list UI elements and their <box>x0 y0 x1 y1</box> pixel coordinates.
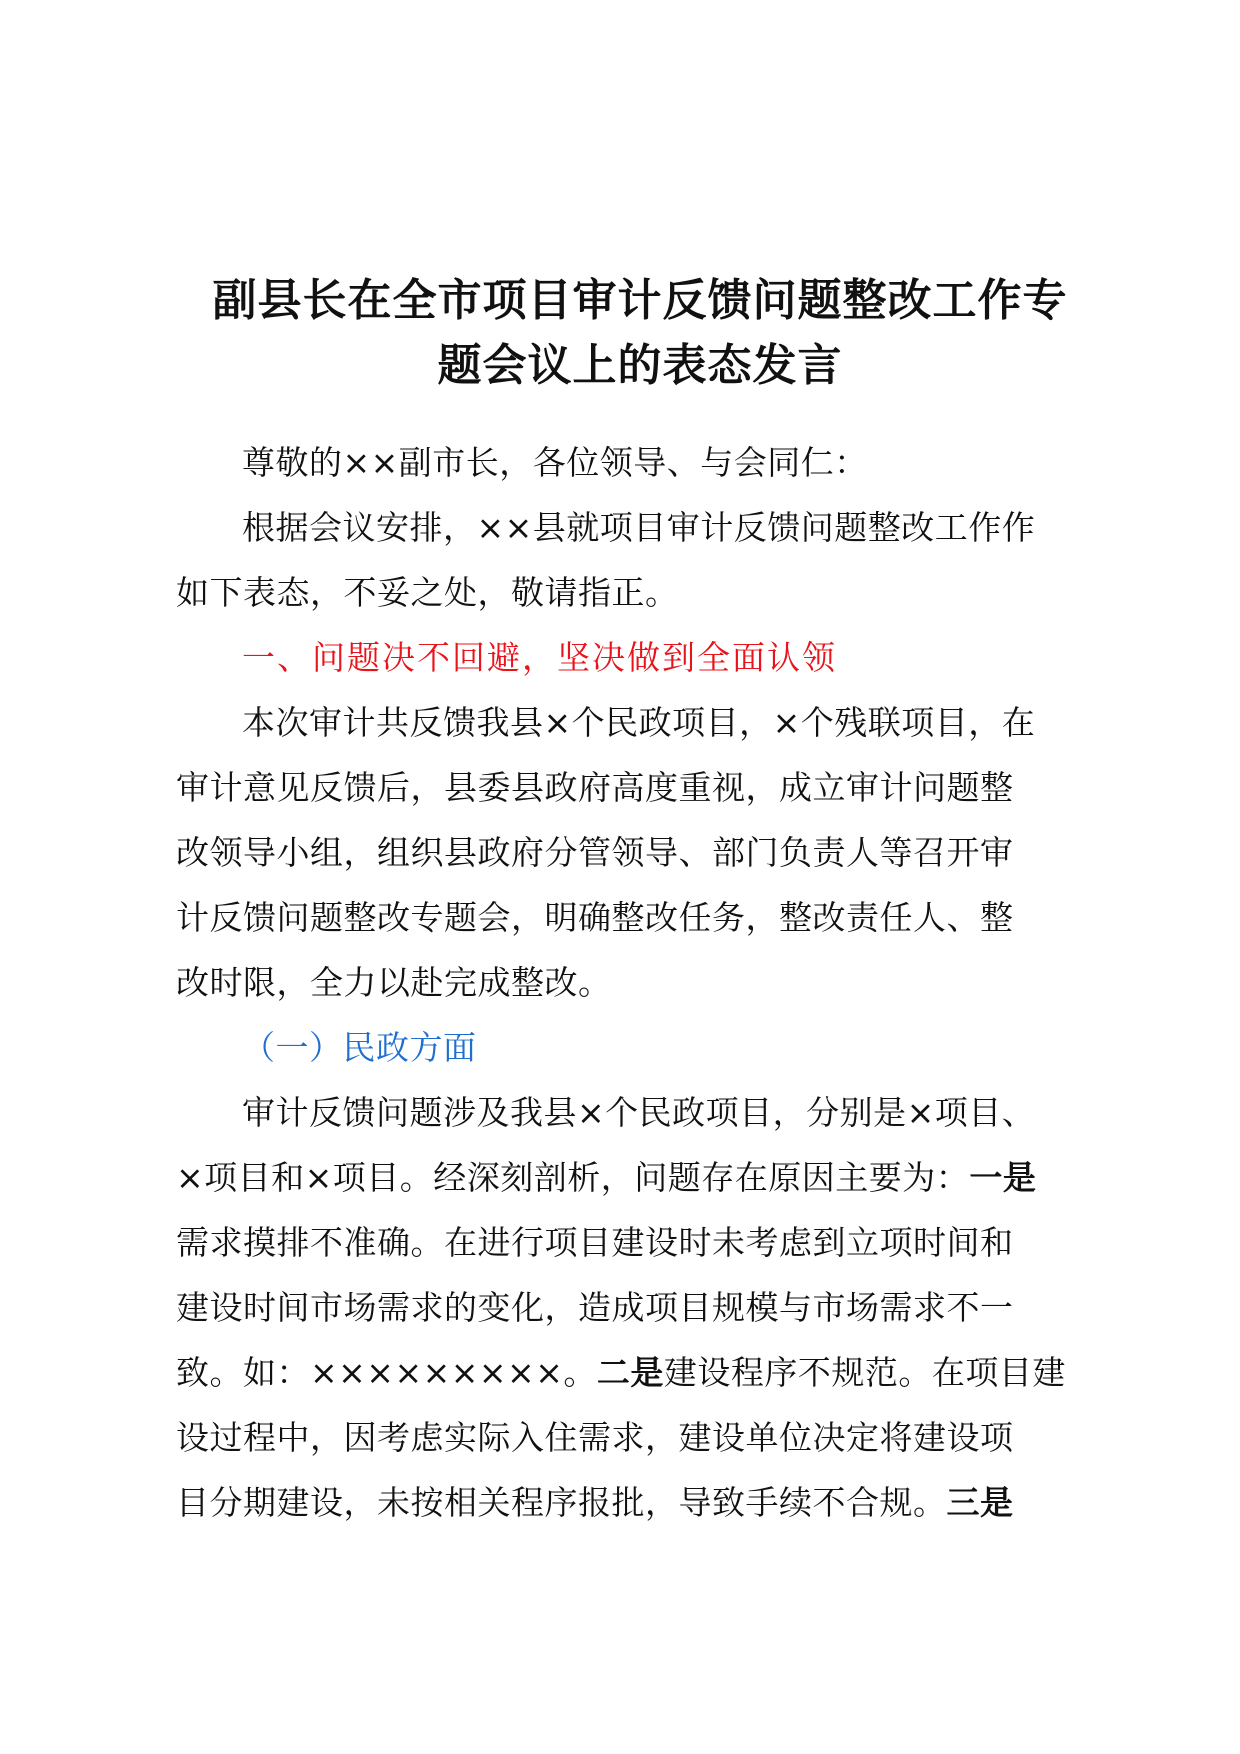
subsection-1-line-2 <box>176 1145 1104 1210</box>
document-body <box>176 430 1104 1535</box>
subsection-1-line-5-tail: 建设程序不规范。在项目建 <box>663 1353 1066 1392</box>
section-1-line-5: 改时限，全力以赴完成整改。 <box>176 963 612 1002</box>
point-two-label: 二是 <box>596 1353 664 1392</box>
section-1-paragraph <box>176 690 1104 1015</box>
subsection-1-line-5-text: 致。如：×××××××××。 <box>176 1353 597 1392</box>
subsection-1-line-4: 建设时间市场需求的变化，造成项目规模与市场需求不一 <box>176 1288 1014 1327</box>
subsection-1-line-3: 需求摸排不准确。在进行项目建设时未考虑到立项时间和 <box>176 1223 1014 1262</box>
section-1-heading <box>176 625 1104 690</box>
subsection-1-heading <box>176 1015 1104 1080</box>
point-three-label: 三是 <box>946 1483 1014 1522</box>
section-1-line-4: 计反馈问题整改专题会，明确整改任务，整改责任人、整 <box>176 898 1014 937</box>
subsection-1-line-5 <box>176 1340 1104 1405</box>
subsection-1-line-6: 设过程中，因考虑实际入住需求，建设单位决定将建设项 <box>176 1418 1014 1457</box>
intro-line-2: 如下表态，不妥之处，敬请指正。 <box>176 573 679 612</box>
section-1-line-2: 审计意见反馈后，县委县政府高度重视，成立审计问题整 <box>176 768 1014 807</box>
title-line-1: 副县长在全市项目审计反馈问题整改工作专 <box>212 275 1068 326</box>
point-one-label: 一是 <box>969 1158 1037 1197</box>
subsection-1-paragraph <box>176 1080 1104 1535</box>
document-title <box>176 268 1104 398</box>
subsection-1-heading-text: （一）民政方面 <box>242 1028 477 1067</box>
section-1-heading-text: 一、问题决不回避，坚决做到全面认领 <box>242 638 837 677</box>
greeting-text: 尊敬的××副市长，各位领导、与会同仁： <box>242 443 868 482</box>
subsection-1-line-7 <box>176 1470 1104 1535</box>
subsection-1-line-2-text: ×项目和×项目。经深刻剖析，问题存在原因主要为： <box>176 1158 970 1197</box>
intro-paragraph <box>176 495 1104 625</box>
greeting <box>176 430 1104 495</box>
section-1-line-1: 本次审计共反馈我县×个民政项目，×个残联项目，在 <box>242 703 1036 742</box>
title-line-2: 题会议上的表态发言 <box>437 340 843 391</box>
subsection-1-line-7-text: 目分期建设，未按相关程序报批，导致手续不合规。 <box>176 1483 947 1522</box>
subsection-1-line-1: 审计反馈问题涉及我县×个民政项目，分别是×项目、 <box>242 1093 1036 1132</box>
section-1-line-3: 改领导小组，组织县政府分管领导、部门负责人等召开审 <box>176 833 1014 872</box>
intro-line-1: 根据会议安排，××县就项目审计反馈问题整改工作作 <box>242 508 1036 547</box>
